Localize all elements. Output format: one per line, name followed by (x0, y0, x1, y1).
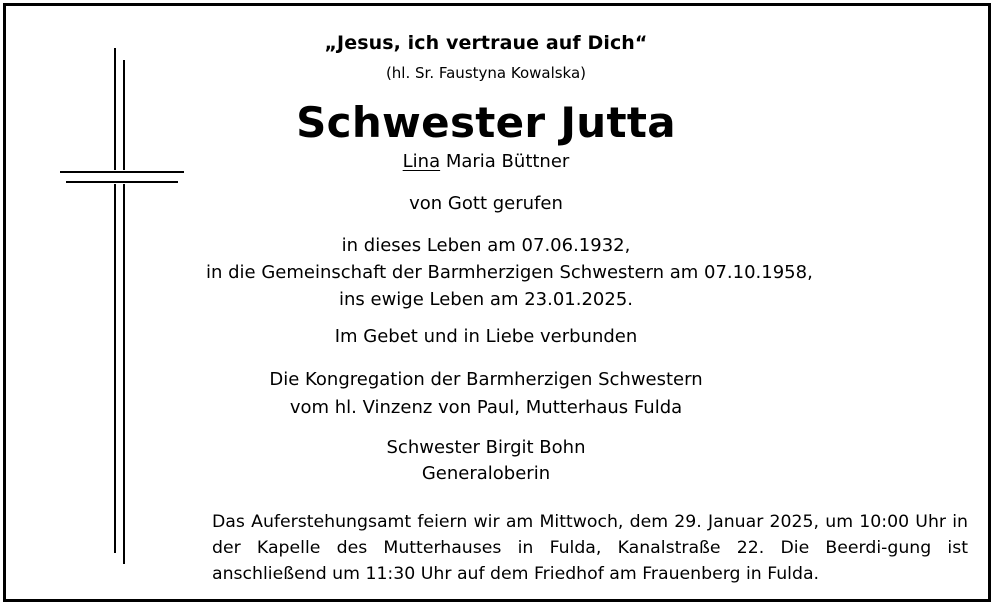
profession-date-line: in die Gemeinschaft der Barmherzigen Schwestern am 07.10.1958, (206, 262, 813, 283)
congregation (206, 366, 766, 422)
congregation-line-2: vom hl. Vinzenz von Paul, Mutterhaus Fulda (289, 397, 683, 418)
motto: „Jesus, ich vertraue auf Dich“ (324, 32, 648, 54)
birth-name (206, 151, 766, 172)
signatory (206, 435, 766, 487)
life-dates (206, 232, 813, 313)
congregation-line-1: Die Kongregation der Barmherzigen Schwestern (269, 369, 703, 390)
prayer-line: Im Gebet und in Liebe verbunden (334, 326, 638, 347)
signatory-title: Generaloberin (421, 463, 551, 484)
motto-source: (hl. Sr. Faustyna Kowalska) (385, 64, 587, 82)
cross-icon (60, 48, 190, 568)
called-line: von Gott gerufen (409, 193, 563, 214)
funeral-notice: Das Auferstehungsamt feiern wir am Mittwoch, dem 29. Januar 2025, um 10:00 Uhr in der Kapelle des Mutterhauses in Fulda, Kanalstraße 22. Die Beerdi-gung ist anschließend um 11:30 Uhr auf dem Friedhof am Frauenberg in Fulda. (212, 512, 968, 584)
birth-date-line: in dieses Leben am 07.06.1932, (341, 235, 631, 256)
obituary-frame (3, 3, 991, 602)
deceased-name: Schwester Jutta (296, 98, 676, 147)
signatory-name: Schwester Birgit Bohn (386, 437, 586, 458)
birth-other-names: Maria Büttner (440, 151, 570, 172)
death-date-line: ins ewige Leben am 23.01.2025. (338, 289, 633, 310)
birth-first-name: Lina (402, 151, 441, 172)
